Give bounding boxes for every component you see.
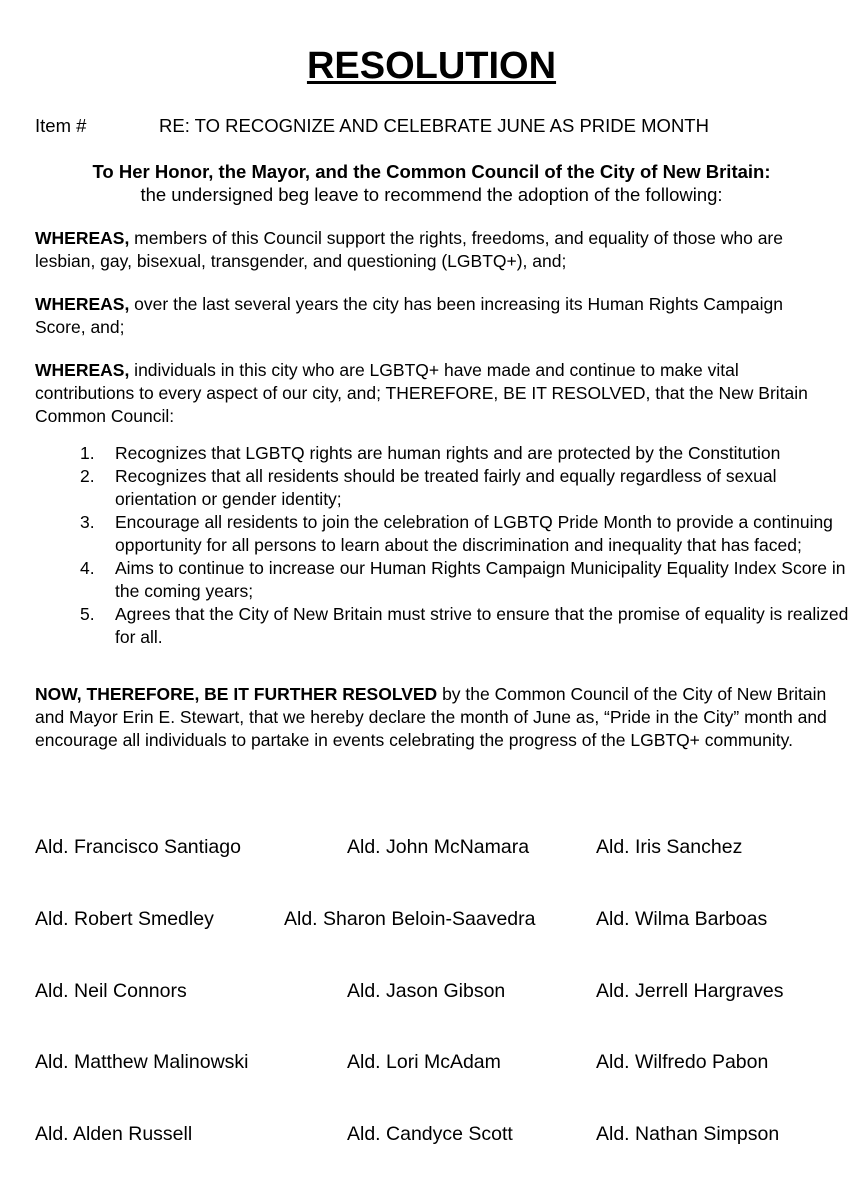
further-text: by the Common Council of the City of New Britain and Mayor Erin E. Stewart, that we hereby declare the month of June as, “Pride in the City” month and encourage all individuals to partake in events celebrating the progress of the LGBTQ+ community.	[35, 684, 827, 750]
whereas-paragraph	[35, 227, 835, 273]
whereas-paragraph	[35, 293, 835, 339]
whereas-lead: WHEREAS,	[35, 294, 130, 314]
addressee-rest: the undersigned beg leave to recommend the adoption of the following:	[140, 184, 723, 205]
whereas-text: individuals in this city who are LGBTQ+ have made and continue to make vital contributions to every aspect of our city, and; THEREFORE, BE IT RESOLVED, that the New Britain Common Council:	[35, 360, 808, 426]
list-text: Recognizes that all residents should be treated fairly and equally regardless of sexual orientation or gender identity;	[115, 466, 777, 509]
re-line: RE: TO RECOGNIZE AND CELEBRATE JUNE AS PRIDE MONTH	[159, 115, 709, 136]
whereas-lead: WHEREAS,	[35, 360, 130, 380]
list-item	[80, 465, 850, 511]
resolved-list	[80, 442, 850, 649]
list-text: Encourage all residents to join the celebration of LGBTQ Pride Month to provide a continuing opportunity for all persons to learn about the discrimination and inequality that has faced;	[115, 512, 833, 555]
list-item	[80, 557, 850, 603]
list-item	[80, 511, 850, 557]
signature: Ald. Sharon Beloin-Saavedra	[284, 908, 536, 930]
signature: Ald. Candyce Scott	[347, 1123, 513, 1145]
signature: Ald. Wilfredo Pabon	[596, 1051, 769, 1073]
signature: Ald. Jerrell Hargraves	[596, 980, 784, 1002]
signature: Ald. John McNamara	[347, 836, 530, 858]
whereas-text: members of this Council support the rights, freedoms, and equality of those who are lesbian, gay, bisexual, transgender, and questioning (LGBTQ+), and;	[35, 228, 783, 271]
signature: Ald. Matthew Malinowski	[35, 1051, 249, 1073]
list-item	[80, 603, 850, 649]
page-title: RESOLUTION	[306, 45, 557, 87]
item-line	[35, 114, 709, 138]
signature: Ald. Neil Connors	[35, 980, 187, 1002]
signature: Ald. Iris Sanchez	[596, 836, 743, 858]
signature: Ald. Nathan Simpson	[596, 1123, 780, 1145]
list-text: Aims to continue to increase our Human Rights Campaign Municipality Equality Index Score in the coming years;	[115, 558, 846, 601]
addressee-bold: To Her Honor, the Mayor, and the Common Council of the City of New Britain:	[92, 161, 771, 182]
list-number: 3.	[80, 512, 95, 532]
list-item	[80, 442, 850, 465]
list-number: 5.	[80, 604, 95, 624]
list-text: Recognizes that LGBTQ rights are human rights and are protected by the Constitution	[115, 443, 781, 463]
further-resolved-paragraph	[35, 683, 835, 752]
item-label: Item #	[35, 115, 87, 136]
signature: Ald. Lori McAdam	[347, 1051, 501, 1073]
list-number: 1.	[80, 443, 95, 463]
signature: Ald. Wilma Barboas	[596, 908, 768, 930]
signature: Ald. Jason Gibson	[347, 980, 506, 1002]
addressee	[0, 160, 863, 206]
whereas-text: over the last several years the city has been increasing its Human Rights Campaign Score, and;	[35, 294, 783, 337]
list-number: 4.	[80, 558, 95, 578]
further-lead: NOW, THEREFORE, BE IT FURTHER RESOLVED	[35, 684, 438, 704]
signature: Ald. Alden Russell	[35, 1123, 193, 1145]
list-text: Agrees that the City of New Britain must strive to ensure that the promise of equality is realized for all.	[115, 604, 849, 647]
whereas-paragraph	[35, 359, 835, 428]
whereas-lead: WHEREAS,	[35, 228, 130, 248]
signature: Ald. Francisco Santiago	[35, 836, 241, 858]
list-number: 2.	[80, 466, 95, 486]
signature: Ald. Robert Smedley	[35, 908, 214, 930]
